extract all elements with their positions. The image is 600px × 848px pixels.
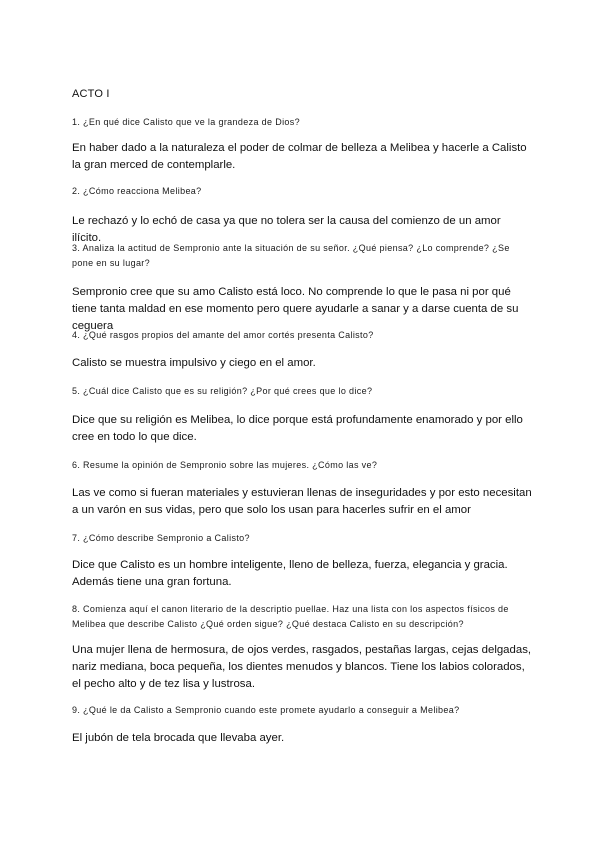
- question-1: 1. ¿En qué dice Calisto que ve la grandeza de Dios?: [72, 117, 300, 127]
- question-6: 6. Resume la opinión de Sempronio sobre las mujeres. ¿Cómo las ve?: [72, 460, 378, 470]
- answer-4: Calisto se muestra impulsivo y ciego en el amor.: [72, 357, 316, 369]
- question-5: 5. ¿Cuál dice Calisto que es su religión? ¿Por qué crees que lo dice?: [72, 386, 373, 396]
- answer-8: Una mujer llena de hermosura, de ojos verdes, rasgados, pestañas largas, cejas delgadas, nariz mediana, boca pequeña, los dientes menudos y blancos. Tiene los labios colorados, el pecho alto y de tez lisa y lustrosa.: [72, 644, 532, 690]
- answer-2: Le rechazó y lo echó de casa ya que no tolera ser la causa del comienzo de un amor ilícito.: [72, 215, 501, 244]
- answer-7: Dice que Calisto es un hombre inteligente, lleno de belleza, fuerza, elegancia y gracia. Además tiene una gran fortuna.: [72, 559, 508, 588]
- question-7: 7. ¿Cómo describe Sempronio a Calisto?: [72, 533, 250, 543]
- act-heading: ACTO I: [72, 88, 110, 100]
- question-2: 2. ¿Cómo reacciona Melibea?: [72, 186, 202, 196]
- answer-1: En haber dado a la naturaleza el poder de colmar de belleza a Melibea y hacerle a Calisto la gran merced de contemplarle.: [72, 142, 527, 171]
- answer-9: El jubón de tela brocada que llevaba ayer.: [72, 732, 285, 744]
- answer-5: Dice que su religión es Melibea, lo dice porque está profundamente enamorado y por ello cree en todo lo que dice.: [72, 414, 523, 443]
- question-4: 4. ¿Qué rasgos propios del amante del amor cortés presenta Calisto?: [72, 330, 374, 340]
- answer-3: Sempronio cree que su amo Calisto está loco. No comprende lo que le pasa ni por qué tiene tanta maldad en ese momento pero quere ayudarle a sanar y a darse cuenta de su ceguera: [72, 286, 519, 332]
- question-3: 3. Analiza la actitud de Sempronio ante la situación de su señor. ¿Qué piensa? ¿Lo comprende? ¿Se pone en su lugar?: [72, 243, 510, 268]
- question-9: 9. ¿Qué le da Calisto a Sempronio cuando este promete ayudarlo a conseguir a Melibea?: [72, 705, 460, 715]
- question-8: 8. Comienza aquí el canon literario de la descriptio puellae. Haz una lista con los aspectos físicos de Melibea que describe Calisto ¿Qué orden sigue? ¿Qué destaca Calisto en su descripción?: [72, 604, 509, 629]
- answer-6: Las ve como si fueran materiales y estuvieran llenas de inseguridades y por esto necesitan a un varón en sus vidas, pero que solo los usan para hacerles sufrir en el amor: [72, 487, 532, 516]
